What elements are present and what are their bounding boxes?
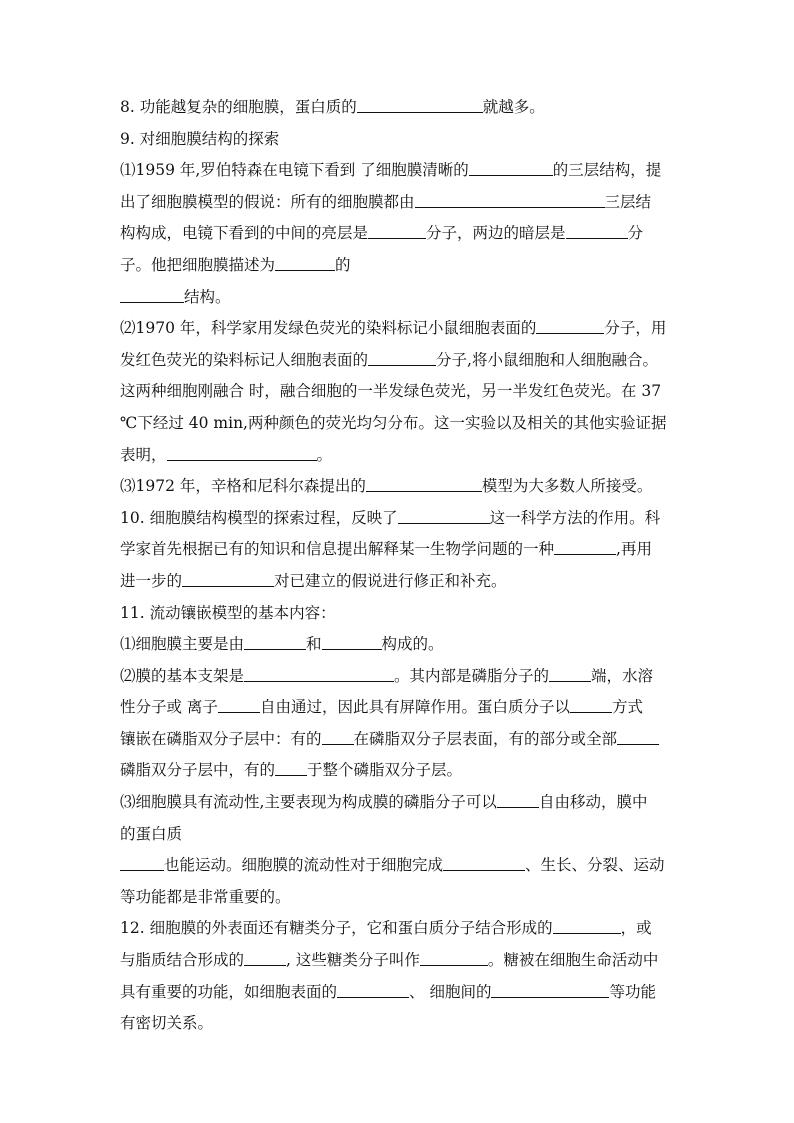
text-line (120, 282, 680, 314)
text-run: ⑴细胞膜主要是由 (120, 635, 245, 654)
text-run: 模型为大多数人所接受。 (481, 477, 653, 496)
text-line (120, 598, 680, 630)
text-run: 镶嵌在磷脂双分子层中：有的 (120, 729, 322, 748)
text-run: 发红色荧光的染料标记人细胞表面的 (120, 350, 369, 369)
text-run: 与脂质结合形成的 (120, 951, 245, 970)
text-run: ，或 (620, 919, 652, 938)
text-line (120, 313, 680, 345)
answer-blank[interactable] (275, 254, 335, 271)
text-line (120, 503, 680, 535)
text-run: ⑴1959 年,罗伯特森在电镜下看到 了细胞膜清晰的 (120, 161, 469, 180)
text-line (120, 124, 680, 156)
text-line (120, 913, 680, 945)
answer-blank[interactable] (497, 792, 539, 809)
text-run: 等功能 (609, 982, 656, 1001)
text-run: ⑶1972 年，辛格和尼科尔森提出的 (120, 477, 366, 496)
answer-blank[interactable] (415, 191, 605, 208)
text-line (120, 187, 680, 219)
text-line (120, 345, 680, 377)
text-run: ⑵1970 年，科学家用发绿色荧光的染料标记小鼠细胞表面的 (120, 319, 537, 338)
text-run: ⑵膜的基本支架是 (120, 666, 245, 685)
text-run: 的三层结构，提 (552, 161, 662, 180)
text-run: 磷脂双分子层中，有的 (120, 761, 276, 780)
text-run: 9. 对细胞膜结构的探索 (120, 129, 280, 148)
text-line (120, 945, 680, 977)
text-line (120, 850, 680, 882)
worksheet-page (120, 92, 680, 1040)
text-run: 的 (335, 255, 351, 274)
answer-blank[interactable] (549, 665, 591, 682)
answer-blank[interactable] (366, 476, 482, 493)
text-run: ,再用 (616, 540, 652, 559)
answer-blank[interactable] (570, 697, 612, 714)
text-run: 等功能都是非常重要的。 (120, 887, 291, 906)
answer-blank[interactable] (244, 634, 306, 651)
answer-blank[interactable] (357, 97, 483, 114)
text-run: 表明， (120, 445, 167, 464)
answer-blank[interactable] (398, 507, 490, 524)
text-run: 出了细胞膜模型的假说：所有的细胞膜都由 (120, 192, 415, 211)
answer-blank[interactable] (182, 570, 274, 587)
text-line (120, 440, 680, 472)
text-line (120, 819, 680, 851)
answer-blank[interactable] (368, 223, 426, 240)
text-run: 。糖被在细胞生命活动中 (487, 951, 659, 970)
answer-blank[interactable] (491, 981, 609, 998)
text-line (120, 408, 680, 440)
answer-blank[interactable] (443, 855, 525, 872)
text-run: 也能运动。细胞膜的流动性对于细胞完成 (164, 856, 444, 875)
text-run: 和 (306, 635, 322, 654)
answer-blank[interactable] (337, 981, 409, 998)
text-run: , 这些糖类分子叫作 (286, 951, 420, 970)
text-run: 8. 功能越复杂的细胞膜，蛋白质的 (120, 98, 357, 116)
text-run: 结构。 (184, 287, 231, 306)
text-run: 构成的。 (381, 635, 444, 654)
text-run: 、 细胞间的 (409, 982, 492, 1001)
text-run: 于整个磷脂双分子层。 (307, 761, 463, 780)
text-run: 就越多。 (482, 98, 545, 116)
answer-blank[interactable] (322, 634, 382, 651)
answer-blank[interactable] (553, 918, 621, 935)
text-run: 对已建立的假说进行修正和补充。 (274, 571, 507, 590)
text-line (120, 218, 680, 250)
text-line (120, 755, 680, 787)
text-run: 、生长、分裂、运动 (525, 856, 665, 875)
answer-blank[interactable] (322, 728, 354, 745)
answer-blank[interactable] (167, 444, 317, 461)
text-line (120, 661, 680, 693)
text-run: 分子，两边的暗层是 (426, 224, 566, 243)
text-run: 12. 细胞膜的外表面还有糖类分子，它和蛋白质分子结合形成的 (120, 919, 553, 938)
text-run: 在磷脂双分子层表面，有的部分或全部 (353, 729, 618, 748)
answer-blank[interactable] (617, 728, 659, 745)
text-run: 端，水溶 (591, 666, 654, 685)
text-line (120, 1008, 680, 1040)
text-run: 有密切关系。 (120, 1014, 214, 1033)
answer-blank[interactable] (566, 223, 628, 240)
text-line (120, 566, 680, 598)
answer-blank[interactable] (218, 697, 260, 714)
text-line (120, 534, 680, 566)
text-run: 分 (627, 224, 644, 243)
text-line (120, 629, 680, 661)
text-run: 方式 (611, 698, 643, 717)
text-run: 自由移动，膜中 (538, 793, 648, 812)
text-run: 学家首先根据已有的知识和信息提出解释某一生物学问题的一种 (120, 540, 555, 559)
text-run: ⑶细胞膜具有流动性,主要表现为构成膜的磷脂分子可以 (120, 793, 497, 812)
text-line (120, 692, 680, 724)
text-line (120, 376, 680, 408)
text-line (120, 250, 680, 282)
text-run: 三层结 (604, 192, 652, 211)
text-run: 10. 细胞膜结构模型的探索过程，反映了 (120, 508, 398, 527)
answer-blank[interactable] (368, 349, 436, 366)
text-line (120, 787, 680, 819)
text-run: ℃下经过 40 min,两种颜色的荧光均匀分布。这一实验以及相关的其他实验证据 (120, 413, 667, 432)
answer-blank[interactable] (275, 760, 307, 777)
text-line (120, 155, 680, 187)
answer-blank[interactable] (244, 950, 286, 967)
answer-blank[interactable] (120, 855, 164, 872)
text-run: 这一科学方法的作用。科 (489, 508, 661, 527)
text-run: 子。他把细胞膜描述为 (120, 255, 276, 274)
answer-blank[interactable] (469, 160, 553, 177)
text-run: 这两种细胞刚融合 时，融合细胞的一半发绿色荧光，另一半发红色荧光。在 37 (120, 382, 662, 401)
answer-blank[interactable] (120, 286, 184, 303)
text-line (120, 882, 680, 914)
text-run: 进一步的 (120, 571, 183, 590)
text-run: 构构成，电镜下看到的中间的亮层是 (120, 224, 369, 243)
text-run: 分子，用 (604, 319, 667, 338)
text-run: 分子,将小鼠细胞和人细胞融合。 (436, 350, 658, 369)
text-run: 。其内部是磷脂分子的 (394, 666, 550, 685)
text-line (120, 471, 680, 503)
text-run: 具有重要的功能，如细胞表面的 (120, 982, 338, 1001)
answer-blank[interactable] (244, 665, 394, 682)
text-line (120, 977, 680, 1009)
answer-blank[interactable] (420, 950, 488, 967)
text-run: 11. 流动镶嵌模型的基本内容： (120, 603, 336, 622)
answer-blank[interactable] (554, 539, 616, 556)
text-run: 性分子或 离子 (120, 698, 218, 717)
text-line (120, 92, 680, 124)
text-line (120, 724, 680, 756)
text-run: 的蛋白质 (120, 824, 183, 843)
answer-blank[interactable] (536, 318, 604, 335)
text-run: 自由通过，因此具有屏障作用。蛋白质分子以 (259, 698, 570, 717)
text-run: 。 (316, 445, 333, 464)
